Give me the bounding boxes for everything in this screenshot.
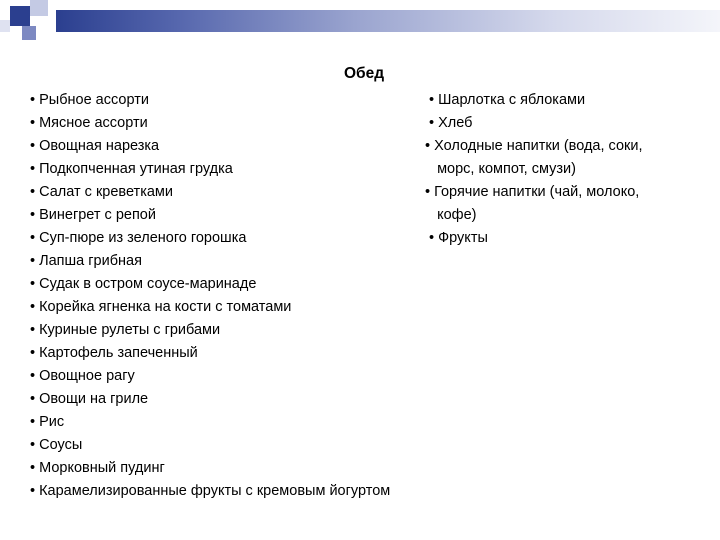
- list-item: • Мясное ассорти: [30, 115, 148, 131]
- list-item: • Соусы: [30, 437, 83, 453]
- decor-square-pale: [0, 20, 10, 32]
- decor-square-dark: [10, 6, 30, 26]
- list-item: • Морковный пудинг: [30, 460, 165, 476]
- list-item: • Фрукты: [425, 230, 488, 246]
- list-item: • Судак в остром соусе-маринаде: [30, 276, 257, 292]
- list-item: • Подкопченная утиная грудка: [30, 161, 233, 177]
- list-item: • Корейка ягненка на кости с томатами: [30, 299, 292, 315]
- list-item: • Горячие напитки (чай, молоко,: [425, 184, 640, 200]
- list-item: • Овощное рагу: [30, 368, 135, 384]
- menu-list-right: [425, 89, 643, 250]
- list-item: • Суп-пюре из зеленого горошка: [30, 230, 247, 246]
- list-item: кофе): [425, 207, 477, 223]
- list-item: морс, компот, смузи): [425, 161, 576, 177]
- list-item: • Карамелизированные фрукты с кремовым йогуртом: [30, 483, 391, 499]
- decor-square-mid: [22, 26, 36, 40]
- page-title: Обед: [343, 65, 385, 82]
- list-item: • Винегрет с репой: [30, 207, 156, 223]
- header-gradient-bar: [56, 10, 720, 32]
- decor-square-light: [30, 0, 48, 16]
- list-item: • Рыбное ассорти: [30, 92, 149, 108]
- header-decoration: [0, 0, 720, 44]
- list-item: • Холодные напитки (вода, соки,: [425, 138, 643, 154]
- list-item: • Куриные рулеты с грибами: [30, 322, 221, 338]
- list-item: • Овощная нарезка: [30, 138, 160, 154]
- list-item: • Лапша грибная: [30, 253, 142, 269]
- list-item: • Шарлотка с яблоками: [425, 92, 586, 108]
- list-item: • Салат с креветками: [30, 184, 173, 200]
- list-item: • Рис: [30, 414, 65, 430]
- menu-list-left: [30, 89, 390, 503]
- list-item: • Картофель запеченный: [30, 345, 198, 361]
- list-item: • Хлеб: [425, 115, 473, 131]
- list-item: • Овощи на гриле: [30, 391, 149, 407]
